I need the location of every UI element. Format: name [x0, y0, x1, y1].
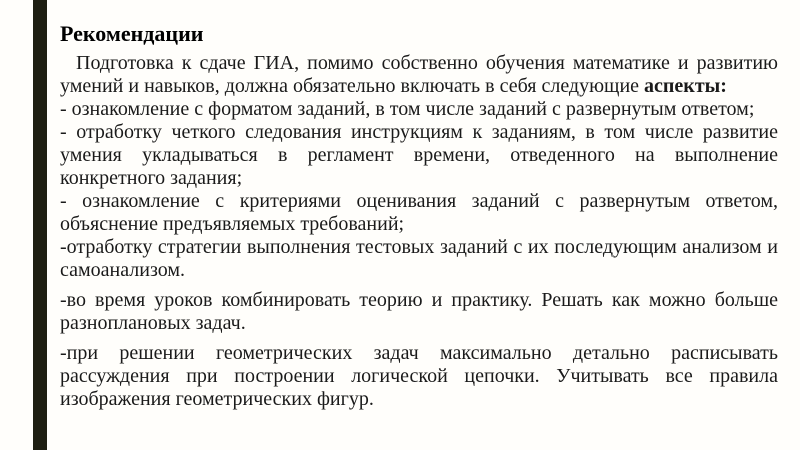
- slide-title: Рекомендации: [60, 21, 204, 46]
- intro-bold-text: аспекты:: [644, 75, 727, 97]
- bullet-item: - отработку четкого следования инструкциям к заданиям, в том числе развитие умения укладываться в регламент времени, отведенного на выполнение конкретного задания;: [60, 121, 778, 189]
- bullet-item: - ознакомление с критериями оценивания заданий с развернутым ответом, объяснение предъявляемых требований;: [60, 190, 778, 235]
- bullet-item: -во время уроков комбинировать теорию и практику. Решать как можно больше разноплановых задач.: [60, 289, 778, 334]
- accent-bar: [33, 0, 47, 450]
- slide-content: [60, 20, 778, 411]
- intro-paragraph: [60, 52, 778, 98]
- bullet-item: -отработку стратегии выполнения тестовых заданий с их последующим анализом и самоанализом.: [60, 236, 778, 281]
- bullet-item: - ознакомление с форматом заданий, в том числе заданий с развернутым ответом;: [60, 98, 755, 120]
- bullet-item: -при решении геометрических задач максимально детально расписывать рассуждения при построении логической цепочки. Учитывать все правила изображения геометрических фигур.: [60, 342, 778, 410]
- intro-text: Подготовка к сдаче ГИА, помимо собственно обучения математике и развитию умений и навыков, должна обязательно включать в себя следующие: [60, 52, 778, 97]
